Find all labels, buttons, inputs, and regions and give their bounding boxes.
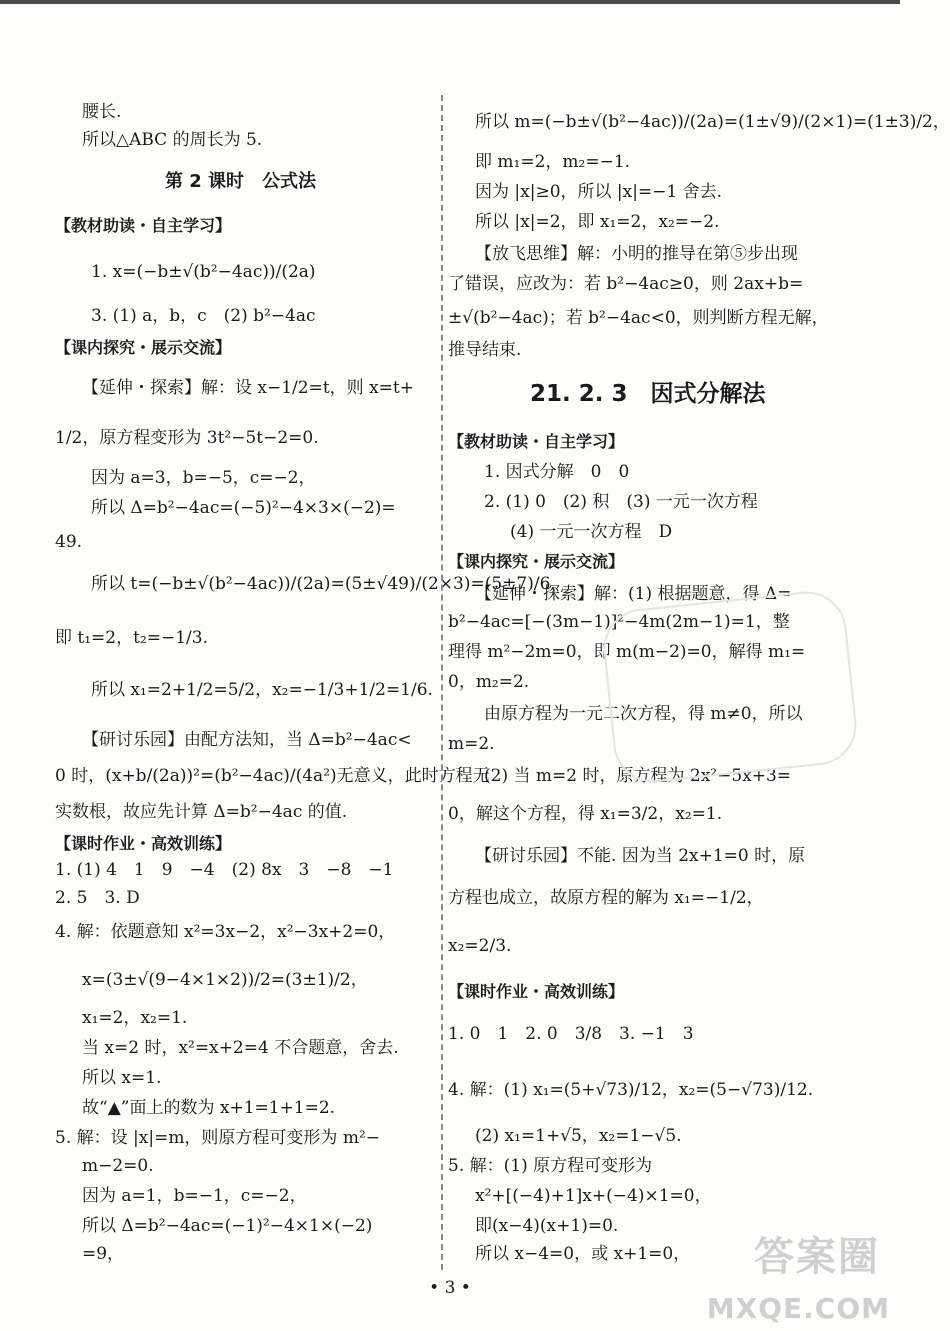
text-line: 推导结束. <box>448 340 522 360</box>
text-line: 所以△ABC 的周长为 5. <box>82 130 263 150</box>
text-line: b²−4ac=[−(3m−1)]²−4m(2m−1)=1，整 <box>448 612 790 632</box>
text-line: 故“▲”面上的数为 x+1=1+1=2. <box>82 1098 336 1118</box>
text-line: 1. x=(−b±√(b²−4ac))/(2a) <box>91 262 316 282</box>
text-line: 所以 x=1. <box>82 1068 162 1088</box>
page-number: • 3 • <box>429 1278 471 1298</box>
text-line: 方程也成立，故原方程的解为 x₁=−1/2， <box>448 888 764 908</box>
text-line: 1. (1) 4 1 9 −4 (2) 8x 3 −8 −1 <box>55 860 394 880</box>
text-line: 因为 |x|≥0，所以 |x|=−1 舍去. <box>475 182 723 202</box>
text-line: =9， <box>82 1244 125 1264</box>
section-title: 第 2 课时 公式法 <box>165 171 317 192</box>
text-line: 4. 解：依题意知 x²=3x−2，x²−3x+2=0， <box>55 922 396 942</box>
text-line: m=2. <box>448 734 495 754</box>
text-line: 4. 解：(1) x₁=(5+√73)/12，x₂=(5−√73)/12. <box>448 1080 814 1100</box>
watermark-top-text: 答案圈 <box>754 1234 880 1280</box>
section-heading: 【课内探究・展示交流】 <box>55 338 232 357</box>
text-line: 49. <box>55 532 83 552</box>
text-line: 实数根，故应先计算 Δ=b²−4ac 的值. <box>55 802 348 822</box>
column-divider <box>441 95 443 1270</box>
text-line: 即 m₁=2，m₂=−1. <box>475 152 631 172</box>
text-line: 所以 Δ=b²−4ac=(−1)²−4×1×(−2) <box>82 1216 373 1236</box>
text-line: 0，m₂=2. <box>448 672 530 692</box>
text-line: 【研讨乐园】由配方法知，当 Δ=b²−4ac< <box>82 730 412 750</box>
text-line: 5. 解：设 |x|=m，则原方程可变形为 m²− <box>55 1128 381 1148</box>
section-heading: 【课内探究・展示交流】 <box>448 552 625 571</box>
text-line: 2. 5 3. D <box>55 888 140 908</box>
watermark-logo <box>690 1225 890 1325</box>
text-line: 因为 a=1，b=−1，c=−2， <box>82 1186 307 1206</box>
text-line: x=(3±√(9−4×1×2))/2=(3±1)/2， <box>82 970 368 990</box>
section-heading: 【课时作业・高效训练】 <box>55 834 232 853</box>
text-line: ±√(b²−4ac)；若 b²−4ac<0，则判断方程无解， <box>448 308 829 328</box>
section-heading: 【教材助读・自主学习】 <box>448 432 625 451</box>
text-line: 【放飞思维】解：小明的推导在第⑤步出现 <box>475 244 798 264</box>
text-line: (2) 当 m=2 时，原方程为 2x²−5x+3= <box>484 766 792 786</box>
text-line: 腰长. <box>82 102 122 122</box>
text-line: 1. 因式分解 0 0 <box>484 462 630 482</box>
text-line: (4) 一元一次方程 D <box>510 522 673 542</box>
faint-stamp <box>600 588 861 787</box>
text-line: 3. (1) a，b，c (2) b²−4ac <box>91 306 316 326</box>
section-heading: 【教材助读・自主学习】 <box>55 216 232 235</box>
text-line: 所以 |x|=2，即 x₁=2，x₂=−2. <box>475 212 720 232</box>
chapter-title: 21. 2. 3 因式分解法 <box>530 381 766 407</box>
text-line: x₂=2/3. <box>448 936 512 956</box>
text-line: x²+[(−4)+1]x+(−4)×1=0， <box>475 1186 712 1206</box>
text-line: (2) x₁=1+√5，x₂=1−√5. <box>475 1126 682 1146</box>
text-line: 5. 解：(1) 原方程可变形为 <box>448 1156 653 1176</box>
text-line: 所以 m=(−b±√(b²−4ac))/(2a)=(1±√9)/(2×1)=(1±3)/2， <box>475 112 950 132</box>
text-line: 当 x=2 时，x²=x+2=4 不合题意，舍去. <box>82 1038 399 1058</box>
text-line: 由原方程为一元二次方程，得 m≠0，所以 <box>484 704 803 724</box>
text-line: 因为 a=3，b=−5，c=−2， <box>91 468 316 488</box>
text-line: 即(x−4)(x+1)=0. <box>475 1216 619 1236</box>
text-line: 1. 0 1 2. 0 3/8 3. −1 3 <box>448 1024 694 1044</box>
text-line: x₁=2，x₂=1. <box>82 1008 188 1028</box>
text-line: 【研讨乐园】不能. 因为当 2x+1=0 时，原 <box>475 846 806 866</box>
text-line: 即 t₁=2，t₂=−1/3. <box>55 628 209 648</box>
text-line: 了错误，应改为：若 b²−4ac≥0，则 2ax+b= <box>448 274 804 294</box>
text-line: 2. (1) 0 (2) 积 (3) 一元一次方程 <box>484 492 758 512</box>
text-line: 所以 Δ=b²−4ac=(−5)²−4×3×(−2)= <box>91 498 396 518</box>
text-line: 所以 x₁=2+1/2=5/2，x₂=−1/3+1/2=1/6. <box>91 680 433 700</box>
text-line: 【延伸・探索】解：(1) 根据题意，得 Δ= <box>475 584 792 604</box>
text-line: 【延伸・探索】解：设 x−1/2=t，则 x=t+ <box>82 378 414 398</box>
watermark-bottom-text: MXQE.COM <box>706 1292 890 1325</box>
text-line: 1/2，原方程变形为 3t²−5t−2=0. <box>55 428 319 448</box>
text-line: 所以 x−4=0，或 x+1=0， <box>475 1244 691 1264</box>
text-line: 0，解这个方程，得 x₁=3/2，x₂=1. <box>448 804 723 824</box>
section-heading: 【课时作业・高效训练】 <box>448 982 625 1001</box>
text-line: m−2=0. <box>82 1156 154 1176</box>
text-line: 所以 t=(−b±√(b²−4ac))/(2a)=(5±√49)/(2×3)=(5±7)/6， <box>91 574 568 594</box>
top-border <box>0 0 900 4</box>
text-line: 理得 m²−2m=0，即 m(m−2)=0，解得 m₁= <box>448 642 806 662</box>
text-line: 0 时，(x+b/(2a))²=(b²−4ac)/(4a²)无意义，此时方程无 <box>55 766 490 786</box>
